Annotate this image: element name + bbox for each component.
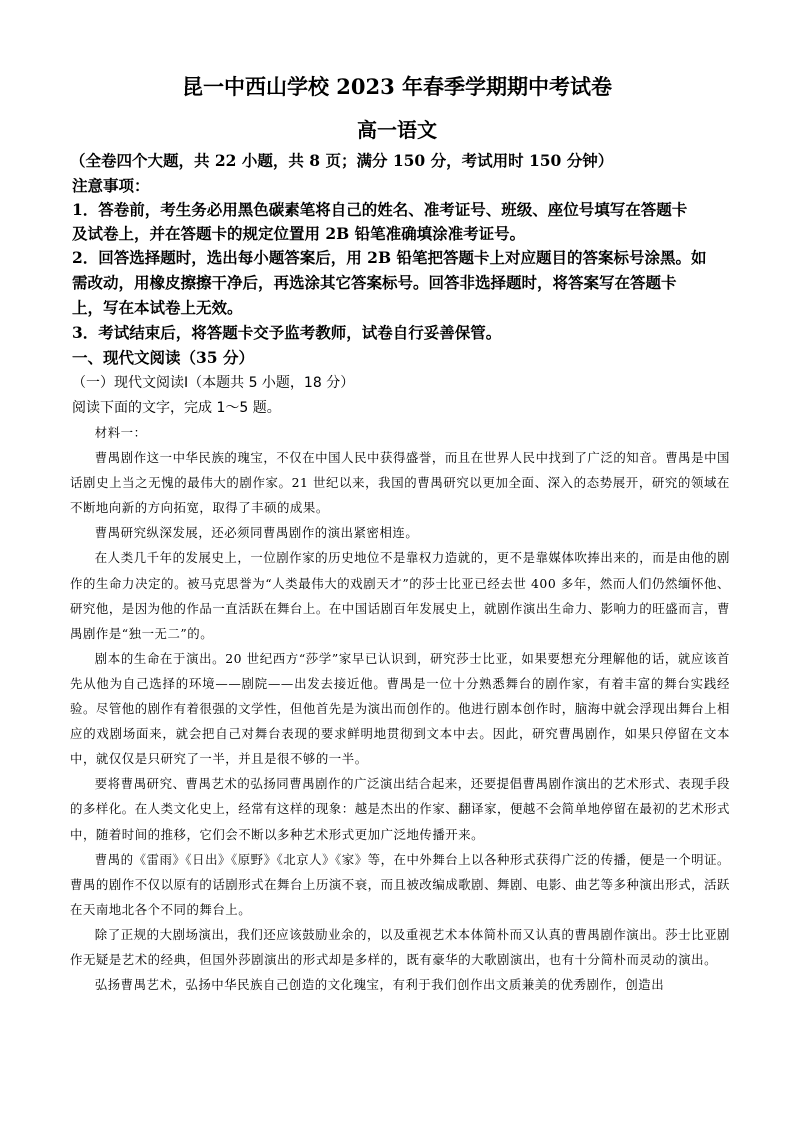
passage-paragraph: 弘扬曹禺艺术，弘扬中华民族自己创造的文化瑰宝，有利于我们创作出文质兼美的优秀剧作，创造出 [94,977,665,993]
passage-paragraph: 剧本的生命在于演出。20 世纪西方“莎学”家早已认识到，研究莎士比亚，如果要想充分理解他的话，就应该首先从他为自己选择的环境——剧院——出发去接近他。曹禺是一位十分熟悉舞台的剧作家，有着丰富的舞台实践经验。尽管他的剧作有着很强的文学性，但他首先是为演出而创作的。他进行剧本创作时，脑海中就会浮现出舞台上相应的戏剧场面来，就会把自己对舞台表现的要求鲜明地贯彻到文本中去。因此，研究曹禺剧作，如果只停留在文本中，就仅仅是只研究了一半，并且是很不够的一半。 [70,650,730,767]
notice-line: 3．考试结束后，将答题卡交予监考教师，试卷自行妥善保管。 [72,323,502,342]
exam-subject: 高一语文 [357,118,437,142]
notice-line: 上，写在本试卷上无效。 [72,298,243,317]
passage-paragraph: 在人类几千年的发展史上，一位剧作家的历史地位不是靠权力造就的，更不是靠媒体吹捧出来的，而是由他的剧作的生命力决定的。被马克思誉为“人类最伟大的戏剧天才”的莎士比亚已经去世 400 多年，然而人们仍然缅怀他、研究他，是因为他的作品一直活跃在舞台上。在中国话剧百年发展史上，就剧作演出生命力、影响力的旺盛而言，曹禺剧作是“独一无二”的。 [70,550,730,641]
notice-line: 及试卷上，并在答题卡的规定位置用 2B 铅笔准确填涂准考证号。 [72,224,526,243]
notice-line: 2．回答选择题时，选出每小题答案后，用 2B 铅笔把答题卡上对应题目的答案标号涂黑。如 [72,248,707,267]
reading-instruction: 阅读下面的文字，完成 1～5 题。 [72,400,281,416]
notice-line: 1．答卷前，考生务必用黑色碳素笔将自己的姓名、准考证号、班级、座位号填写在答题卡 [72,200,688,219]
passage-paragraph: 曹禺剧作这一中华民族的瑰宝，不仅在中国人民中获得盛誉，而且在世界人民中找到了广泛的知音。曹禺是中国话剧史上当之无愧的最伟大的剧作家。21 世纪以来，我国的曹禺研究以更加全面、深入的态势展开，研究的领域在不断地向新的方向拓宽，取得了丰硕的成果。 [70,450,730,516]
material-label: 材料一： [94,425,147,440]
passage-paragraph: 曹禺的《雷雨》《日出》《原野》《北京人》《家》等，在中外舞台上以各种形式获得广泛的传播，便是一个明证。曹禺的剧作不仅以原有的话剧形式在舞台上历演不衰，而且被改编成歌剧、舞剧、电影、曲艺等多种演出形式，活跃在天南地北各个不同的舞台上。 [70,851,730,917]
section-heading: 一、现代文阅读（35 分） [72,348,254,367]
exam-info: （全卷四个大题，共 22 小题，共 8 页；满分 150 分，考试用时 150 分钟） [70,151,614,170]
passage-paragraph: 曹禺研究纵深发展，还必须同曹禺剧作的演出紧密相连。 [94,525,419,541]
subsection-heading: （一）现代文阅读Ⅰ（本题共 5 小题，18 分） [72,375,355,391]
notice-heading: 注意事项： [72,176,150,195]
exam-title: 昆一中西山学校 2023 年春季学期期中考试卷 [181,74,613,99]
passage [70,420,730,997]
passage-paragraph: 要将曹禺研究、曹禺艺术的弘扬同曹禺剧作的广泛演出结合起来，还要提倡曹禺剧作演出的艺术形式、表现手段的多样化。在人类文化史上，经常有这样的现象：越是杰出的作家、翻译家，便越不会简单地停留在最初的艺术形式中，随着时间的推移，它们会不断以多种艺术形式更加广泛地传播开来。 [70,776,730,842]
notice-line: 需改动，用橡皮擦擦干净后，再选涂其它答案标号。回答非选择题时，将答案写在答题卡 [72,273,677,292]
passage-paragraph: 除了正规的大剧场演出，我们还应该鼓励业余的，以及重视艺术本体简朴而又认真的曹禺剧作演出。莎士比亚剧作无疑是艺术的经典，但国外莎剧演出的形式却是多样的，既有豪华的大歌剧演出，也有十分简朴而灵动的演出。 [70,926,730,967]
